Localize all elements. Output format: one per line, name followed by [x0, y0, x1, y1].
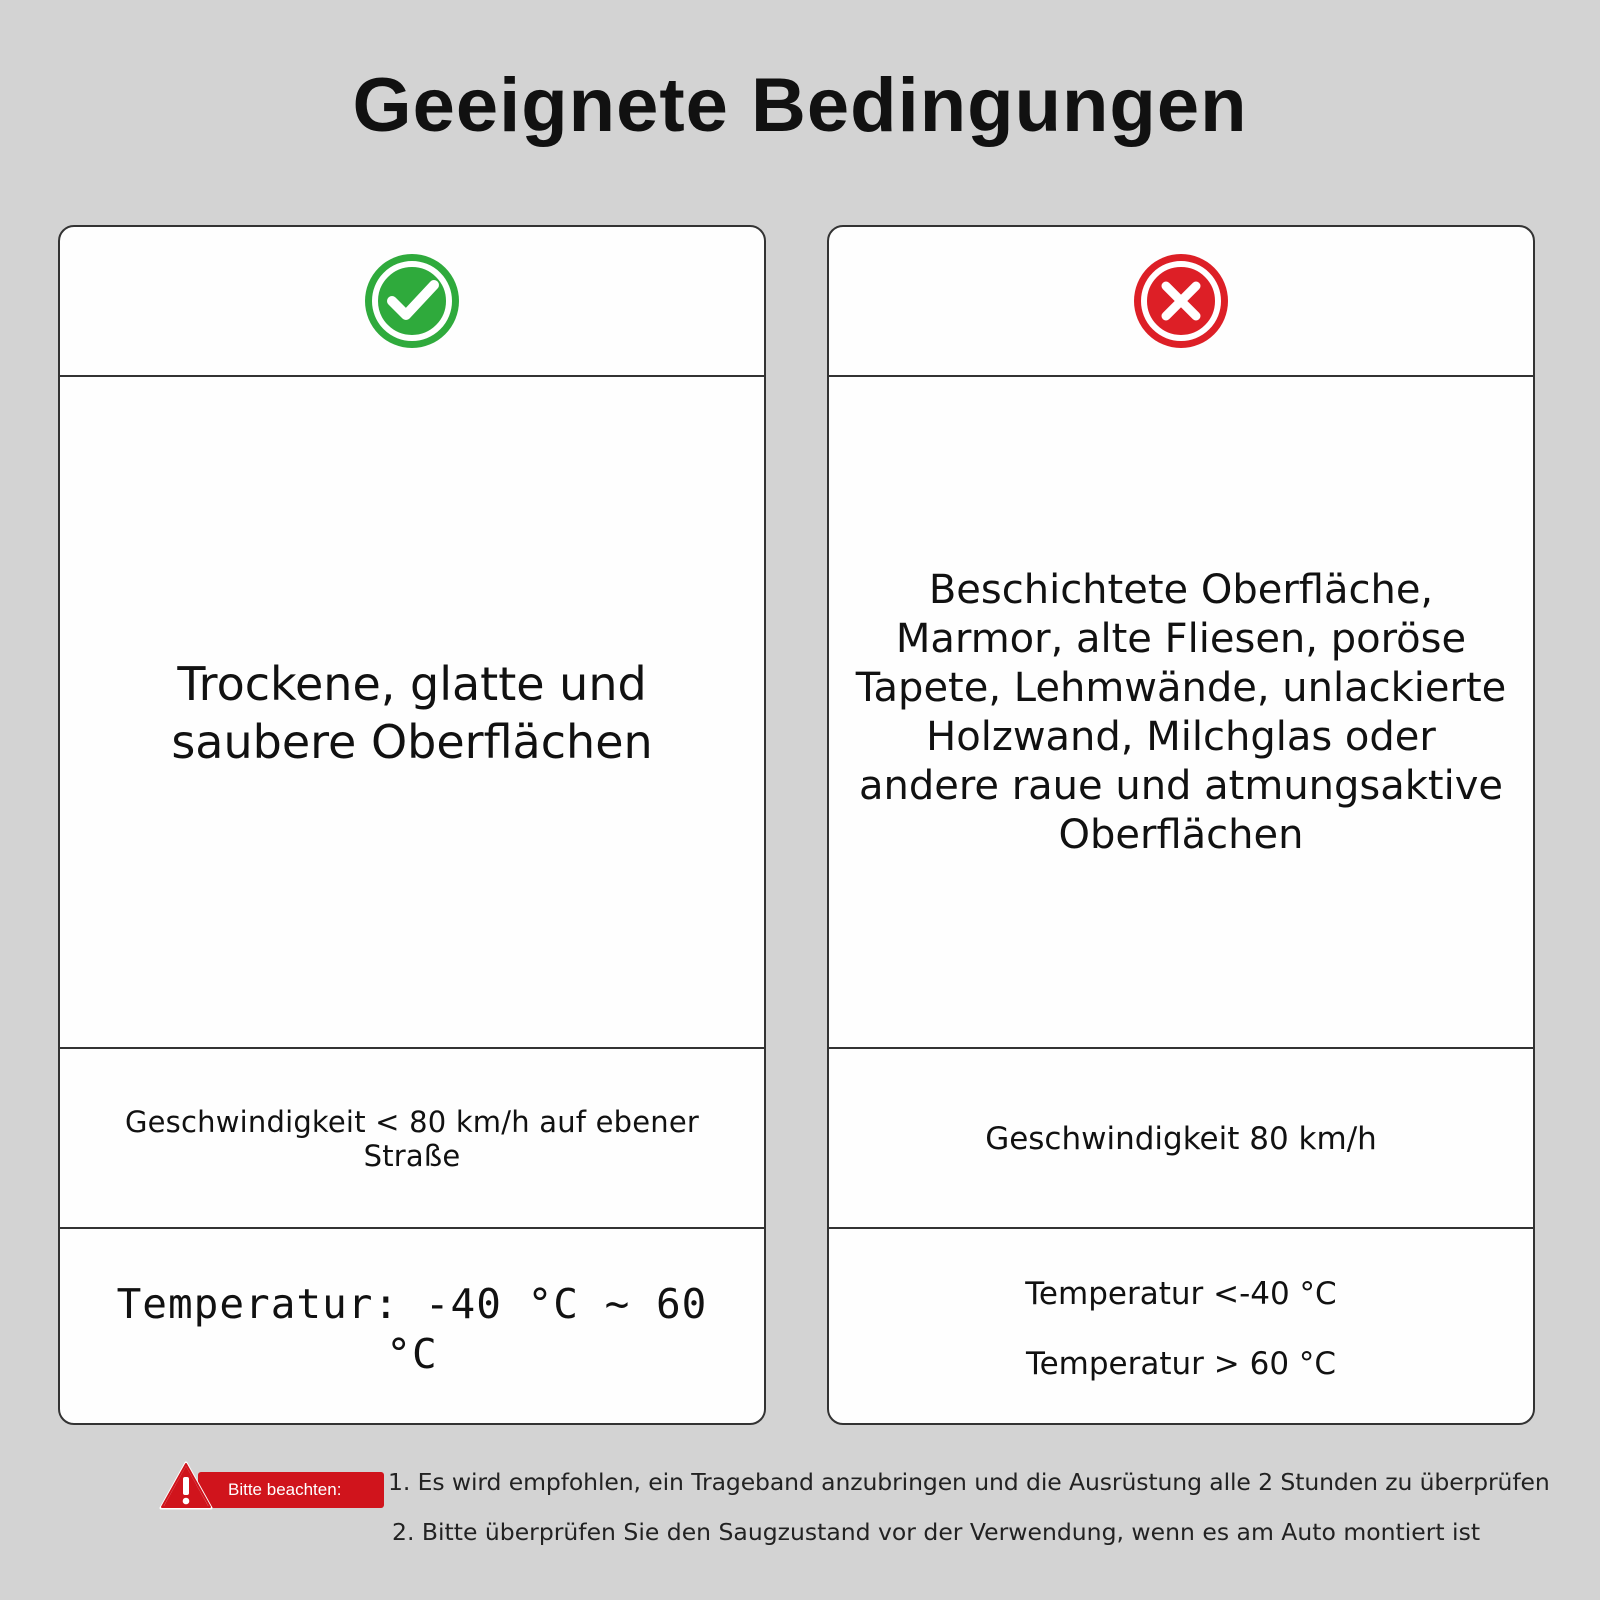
check-circle-icon [362, 251, 462, 351]
unsuitable-panel [827, 225, 1535, 1425]
suitable-surface-row [60, 379, 764, 1049]
unsuitable-temperature-high: Temperatur > 60 °C [1025, 1346, 1337, 1382]
suitable-panel [58, 225, 766, 1425]
note-badge [158, 1460, 386, 1510]
suitable-speed-text: Geschwindigkeit < 80 km/h auf ebener Straße [124, 1105, 700, 1173]
cross-circle-icon [1131, 251, 1231, 351]
unsuitable-icon-row [829, 227, 1533, 377]
suitable-surface-text: Trockene, glatte und saubere Oberflächen [171, 657, 653, 769]
unsuitable-speed-text: Geschwindigkeit 80 km/h [985, 1121, 1377, 1157]
page-title: Geeignete Bedingungen [352, 63, 1248, 148]
suitable-temperature-row [60, 1231, 764, 1425]
suitable-icon-row [60, 227, 764, 377]
note-line-1: 1. Es wird empfohlen, ein Trageband anzubringen und die Ausrüstung alle 2 Stunden zu überprüfen [388, 1468, 1550, 1496]
unsuitable-surface-row [829, 379, 1533, 1049]
warning-triangle-icon [158, 1460, 214, 1512]
unsuitable-temperature-row [829, 1231, 1533, 1425]
unsuitable-surface-text: Beschichtete Oberfläche, Marmor, alte Fliesen, poröse Tapete, Lehmwände, unlackierte Holzwand, Milchglas oder andere raue und atmungsaktive Oberflächen [855, 567, 1507, 858]
unsuitable-speed-row [829, 1051, 1533, 1229]
note-line-2: 2. Bitte überprüfen Sie den Saugzustand vor der Verwendung, wenn es am Auto montiert ist [392, 1518, 1481, 1546]
suitable-temperature-text: Temperatur: -40 °C ~ 60 °C [116, 1280, 708, 1378]
note-label: Bitte beachten: [198, 1472, 384, 1508]
suitable-speed-row [60, 1051, 764, 1229]
unsuitable-temperature-low: Temperatur <-40 °C [1025, 1276, 1337, 1312]
